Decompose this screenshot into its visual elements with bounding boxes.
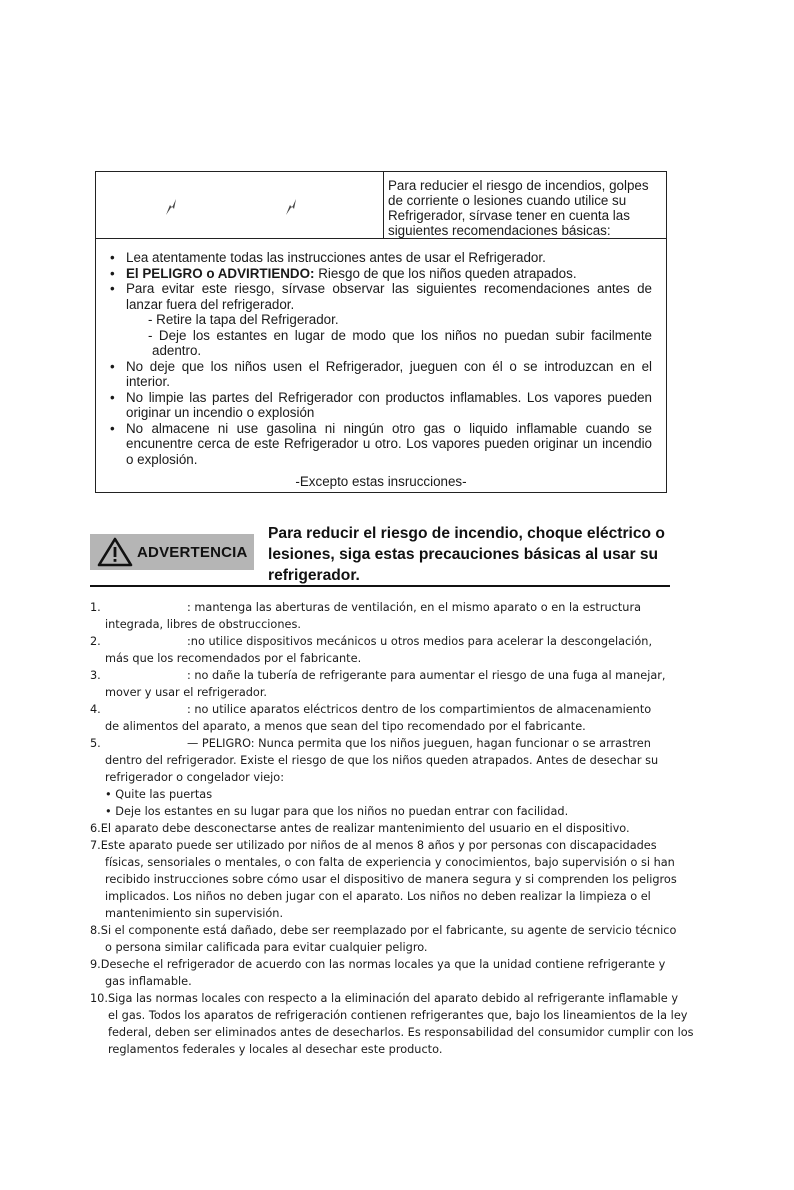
list-item: [90, 922, 702, 956]
lightning-bolt-icon: [163, 197, 179, 217]
list-line: • Quite las puertas: [105, 788, 213, 801]
list-line: físicas, sensoriales o mentales, o con falta de experiencia y conocimientos, bajo supervisión o si han: [105, 856, 675, 869]
bullet: •: [110, 281, 115, 296]
sub-item: - Retire la tapa del Refrigerador.: [148, 312, 339, 327]
item-number: 3.: [90, 669, 101, 682]
precautions-list: [90, 599, 702, 1058]
list-item: [96, 281, 666, 312]
bullet: •: [110, 265, 115, 281]
list-item: [90, 820, 702, 837]
item-text: — PELIGRO: Nunca permita que los niños jueguen, hagan funcionar o se arrastren: [187, 737, 651, 750]
list-item: [90, 667, 702, 701]
item-number: 5.: [90, 737, 101, 750]
warning-triangle-icon: [96, 536, 134, 568]
bullet-text: No almacene ni use gasolina ni ningún otro gas o liquido inflamable cuando se encunentre cerca de este Refrigerador u otro. Los vapores pueden originar un incendio o explosión.: [126, 420, 652, 467]
list-item: [90, 599, 702, 633]
warning-label: ADVERTENCIA: [137, 543, 248, 561]
safety-box-header: [96, 172, 666, 239]
list-item: [90, 990, 702, 1058]
list-line: el gas. Todos los aparatos de refrigeración contienen refrigerantes que, bajo los lineamientos de la ley: [108, 1009, 688, 1022]
bullet: •: [110, 389, 115, 405]
bullet: •: [110, 420, 115, 436]
bullet-bold-text: El PELIGRO o ADVIRTIENDO:: [126, 265, 315, 281]
item-number: 4.: [90, 703, 101, 716]
list-line: reglamentos federales y locales al desechar este producto.: [108, 1043, 443, 1056]
divider: [90, 585, 670, 587]
safety-instructions-box: [95, 171, 667, 493]
list-line: federal, deben ser eliminados antes de desecharlos. Es responsabilidad del consumidor cumplir con los: [108, 1026, 694, 1039]
safety-box-icon-cell: [96, 172, 384, 238]
list-line: 6.El aparato debe desconectarse antes de realizar mantenimiento del usuario en el dispositivo.: [90, 822, 630, 835]
list-line: [90, 633, 702, 650]
list-line: [90, 735, 702, 752]
warning-badge: [90, 534, 254, 570]
list-line: • Deje los estantes en su lugar para que los niños no puedan entrar con facilidad.: [105, 805, 569, 818]
safety-box-intro: Para reducier el riesgo de incendios, golpes de corriente o lesiones cuando utilice su Refrigerador, sírvase tener en cuenta las siguientes recomendaciones básicas:: [388, 178, 649, 238]
list-item: [96, 390, 666, 421]
bullet-text: Para evitar este riesgo, sírvase observar las siguientes recomendaciones antes de lanzar fuera del refrigerador.: [126, 281, 652, 312]
list-line: o persona similar calificada para evitar cualquier peligro.: [105, 941, 428, 954]
list-item: [96, 421, 666, 468]
safety-box-footer: -Excepto estas insrucciones-: [295, 474, 467, 489]
list-line: mover y usar el refrigerador.: [105, 686, 268, 699]
list-line: recibido instrucciones sobre cómo usar el dispositivo de manera segura y si comprenden los peligros: [105, 873, 677, 886]
list-line: [90, 701, 702, 718]
item-text: : no dañe la tubería de refrigerante para aumentar el riesgo de una fuga al manejar,: [187, 669, 666, 682]
lightning-bolt-icon: [283, 197, 299, 217]
list-item: [96, 359, 666, 390]
list-line: de alimentos del aparato, a menos que sean del tipo recomendado por el fabricante.: [105, 720, 586, 733]
list-item: [90, 956, 702, 990]
bullet-text: No limpie las partes del Refrigerador con productos inflamables. Los vapores pueden originar un incendio o explosión: [126, 389, 652, 420]
list-item: [96, 266, 666, 282]
list-line: [90, 667, 702, 684]
list-item: [90, 735, 702, 820]
bullet-text: No deje que los niños usen el Refrigerador, jueguen con él o se introduzcan en el interior.: [126, 358, 652, 389]
item-text: : no utilice aparatos eléctricos dentro de los compartimientos de almacenamiento: [187, 703, 652, 716]
list-line: 7.Este aparato puede ser utilizado por niños de al menos 8 años y por personas con discapacidades: [90, 839, 657, 852]
list-item: [90, 633, 702, 667]
list-line: 9.Deseche el refrigerador de acuerdo con las normas locales ya que la unidad contiene refrigerante y: [90, 958, 666, 971]
item-text: :no utilice dispositivos mecánicos u otros medios para acelerar la descongelación,: [187, 635, 653, 648]
item-text: : mantenga las aberturas de ventilación, en el mismo aparato o en la estructura: [187, 601, 642, 614]
list-line: [90, 599, 702, 616]
list-line: dentro del refrigerador. Existe el riesgo de que los niños queden atrapados. Antes de desechar su: [105, 754, 659, 767]
list-line: refrigerador o congelador viejo:: [105, 771, 285, 784]
list-line: mantenimiento sin supervisión.: [105, 907, 284, 920]
warning-text: Para reducir el riesgo de incendio, choque eléctrico o lesiones, siga estas precauciones básicas al usar su refrigerador.: [268, 525, 665, 584]
list-line: implicados. Los niños no deben jugar con el aparato. Los niños no deben realizar la limpieza o el: [105, 890, 651, 903]
item-number: 1.: [90, 601, 101, 614]
safety-box-body: [96, 250, 666, 467]
list-item: [90, 701, 702, 735]
list-item: [90, 837, 702, 922]
bullet: •: [110, 358, 115, 374]
bullet-text: Riesgo de que los niños queden atrapados.: [314, 265, 577, 281]
list-line: más que los recomendados por el fabricante.: [105, 652, 362, 665]
sub-item: - Deje los estantes en lugar de modo que los niños no puedan subir facilmente adentro.: [148, 327, 652, 358]
list-line: 8.Si el componente está dañado, debe ser reemplazado por el fabricante, su agente de servicio técnico: [90, 924, 677, 937]
item-number: 2.: [90, 635, 101, 648]
list-line: 10.Siga las normas locales con respecto a la eliminación del aparato debido al refrigerante inflamable y: [90, 992, 679, 1005]
bullet: •: [110, 250, 115, 265]
list-item: [96, 250, 666, 266]
list-line: gas inflamable.: [105, 975, 192, 988]
bullet-text: Lea atentamente todas las instrucciones antes de usar el Refrigerador.: [126, 250, 546, 265]
list-line: integrada, libres de obstrucciones.: [105, 618, 301, 631]
